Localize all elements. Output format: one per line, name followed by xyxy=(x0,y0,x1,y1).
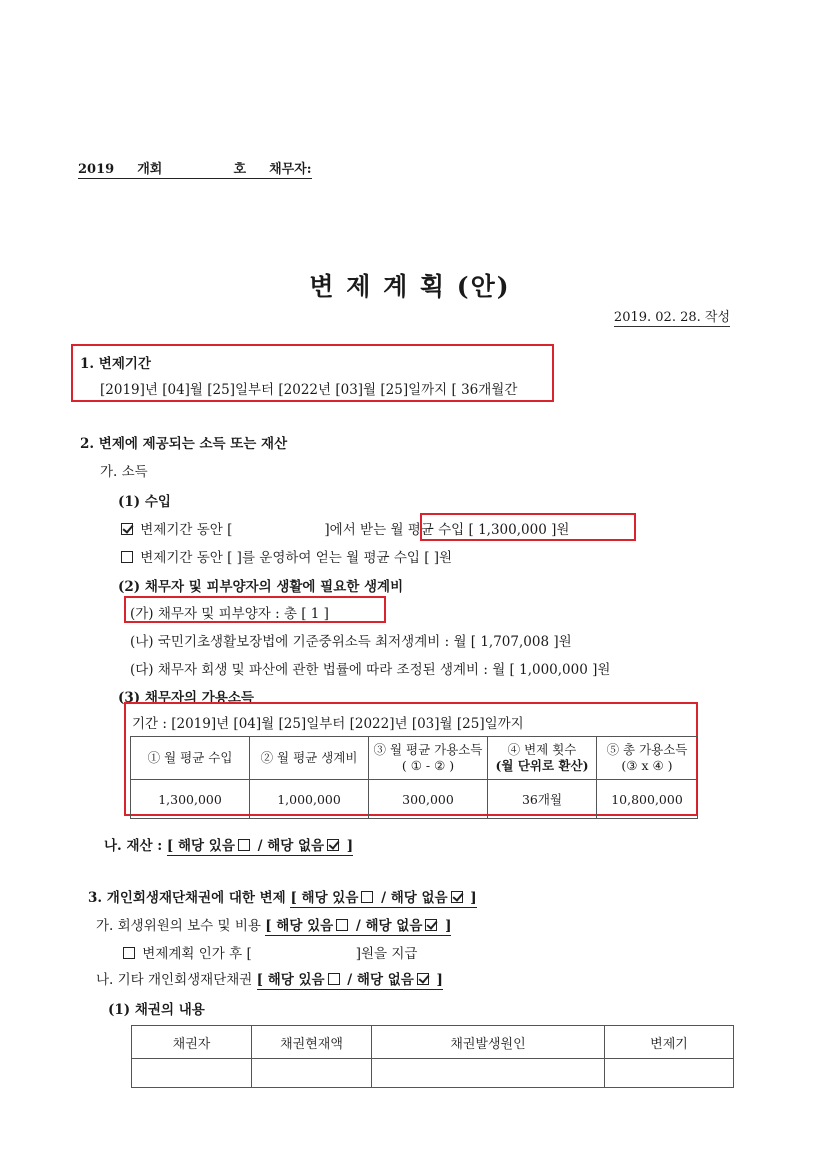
committee-fee-options: [ 해당 있음 / 해당 없음 ] xyxy=(265,918,452,934)
cell-creditor[interactable] xyxy=(132,1059,252,1088)
living-cost-c: (다) 채무자 회생 및 파산에 관한 법률에 따라 조정된 생계비 : 월 [ 1,000,000 ]원 xyxy=(130,662,611,678)
case-header xyxy=(78,158,312,179)
value-total-disposable: 10,800,000 xyxy=(597,780,698,819)
section3-heading-line xyxy=(88,886,477,906)
document-title: 변 제 계 획 (안) xyxy=(309,272,511,301)
committee-yes-checkbox-icon[interactable] xyxy=(336,919,348,931)
payment-pre: 변제계획 인가 후 [ xyxy=(142,946,252,962)
living-cost-heading: (2) 채무자 및 피부양자의 생활에 필요한 생계비 xyxy=(118,579,404,595)
property-yes-checkbox-icon[interactable] xyxy=(238,839,250,851)
property-line xyxy=(104,834,353,854)
claims-heading: (1) 채권의 내용 xyxy=(108,1002,205,1018)
monthly-income-highlight xyxy=(420,513,636,541)
cell-due-date[interactable] xyxy=(605,1059,734,1088)
disposable-income-table xyxy=(130,736,698,819)
document-date: 2019. 02. 28. 작성 xyxy=(614,306,730,327)
table-header-row xyxy=(131,737,698,780)
header-claim-cause: 채권발생원인 xyxy=(372,1026,605,1059)
table-row xyxy=(132,1059,734,1088)
cell-claim-cause[interactable] xyxy=(372,1059,605,1088)
other-claims-yes-checkbox-icon[interactable] xyxy=(328,973,340,985)
disposable-heading: (3) 채무자의 가용소득 xyxy=(118,690,254,706)
other-claims-options: [ 해당 있음 / 해당 없음 ] xyxy=(256,972,443,988)
header-repayment-count: ④ 변제 횟수 (월 단위로 환산) xyxy=(488,737,597,780)
header-monthly-disposable: ③ 월 평균 가용소득 ( ① - ② ) xyxy=(369,737,488,780)
section3-no-checkbox-icon[interactable] xyxy=(451,891,463,903)
header-total-disposable: ⑤ 총 가용소득 (③ x ④ ) xyxy=(597,737,698,780)
header-monthly-living-cost: ② 월 평균 생계비 xyxy=(250,737,369,780)
committee-fee-label: 가. 회생위원의 보수 및 비용 xyxy=(96,918,261,934)
living-cost-b: (나) 국민기초생활보장법에 기준중위소득 최저생계비 : 월 [ 1,707,008 ]원 xyxy=(130,634,572,650)
other-claims-label: 나. 기타 개인회생재단채권 xyxy=(96,972,253,988)
income-line-2-text: 변제기간 동안 [ ]를 운영하여 얻는 월 평균 수입 [ ]원 xyxy=(140,550,453,566)
other-claims-line xyxy=(96,968,443,988)
header-monthly-income: ① 월 평균 수입 xyxy=(131,737,250,780)
value-monthly-disposable: 300,000 xyxy=(369,780,488,819)
checked-box-icon[interactable] xyxy=(121,523,133,535)
section3-yes-checkbox-icon[interactable] xyxy=(361,891,373,903)
income-line-2 xyxy=(118,546,452,566)
debtor-label: 채무자: xyxy=(269,162,312,177)
section1-period: [2019]년 [04]월 [25]일부터 [2022년 [03]월 [25]일까지 [ 36개월간 xyxy=(100,382,518,398)
value-repayment-count: 36개월 xyxy=(488,780,597,819)
section2-heading: 2. 변제에 제공되는 소득 또는 재산 xyxy=(80,436,288,452)
property-label: 나. 재산 : xyxy=(104,838,163,854)
section1-heading: 1. 변제기간 xyxy=(80,356,151,372)
living-cost-a: (가) 채무자 및 피부양자 : 총 [ 1 ] xyxy=(130,606,329,622)
income-heading: 가. 소득 xyxy=(100,464,148,480)
value-monthly-living-cost: 1,000,000 xyxy=(250,780,369,819)
cell-claim-amount[interactable] xyxy=(252,1059,372,1088)
monthly-income-boxed: 월 평균 수입 [ 1,300,000 ]원 xyxy=(390,522,570,538)
value-monthly-income: 1,300,000 xyxy=(131,780,250,819)
section3-heading: 3. 개인회생재단채권에 대한 변제 xyxy=(88,890,286,906)
committee-fee-line xyxy=(96,914,451,934)
case-year: 2019 xyxy=(78,162,115,177)
committee-payment-line xyxy=(120,942,417,962)
committee-no-checkbox-icon[interactable] xyxy=(425,919,437,931)
case-label: 개회 xyxy=(137,162,163,177)
income-sub-heading: (1) 수입 xyxy=(118,494,171,510)
disposable-period: 기간 : [2019]년 [04]월 [25]일부터 [2022]년 [03]월 [25]일까지 xyxy=(132,716,524,732)
income-line-1-pre: 변제기간 동안 [ xyxy=(140,522,233,538)
claims-header-row xyxy=(132,1026,734,1059)
claims-table xyxy=(131,1025,734,1088)
number-label: 호 xyxy=(233,162,246,177)
property-options: [ 해당 있음 / 해당 없음 ] xyxy=(166,838,354,854)
header-creditor: 채권자 xyxy=(132,1026,252,1059)
payment-checkbox-icon[interactable] xyxy=(123,947,135,959)
property-no-checkbox-icon[interactable] xyxy=(327,839,339,851)
income-line-1-mid: ]에서 받는 xyxy=(324,522,387,538)
unchecked-box-icon[interactable] xyxy=(121,551,133,563)
section3-options: [ 해당 있음 / 해당 없음 ] xyxy=(290,890,477,906)
header-claim-amount: 채권현재액 xyxy=(252,1026,372,1059)
header-due-date: 변제기 xyxy=(605,1026,734,1059)
payment-post: ]원을 지급 xyxy=(355,946,418,962)
other-claims-no-checkbox-icon[interactable] xyxy=(417,973,429,985)
table-row xyxy=(131,780,698,819)
